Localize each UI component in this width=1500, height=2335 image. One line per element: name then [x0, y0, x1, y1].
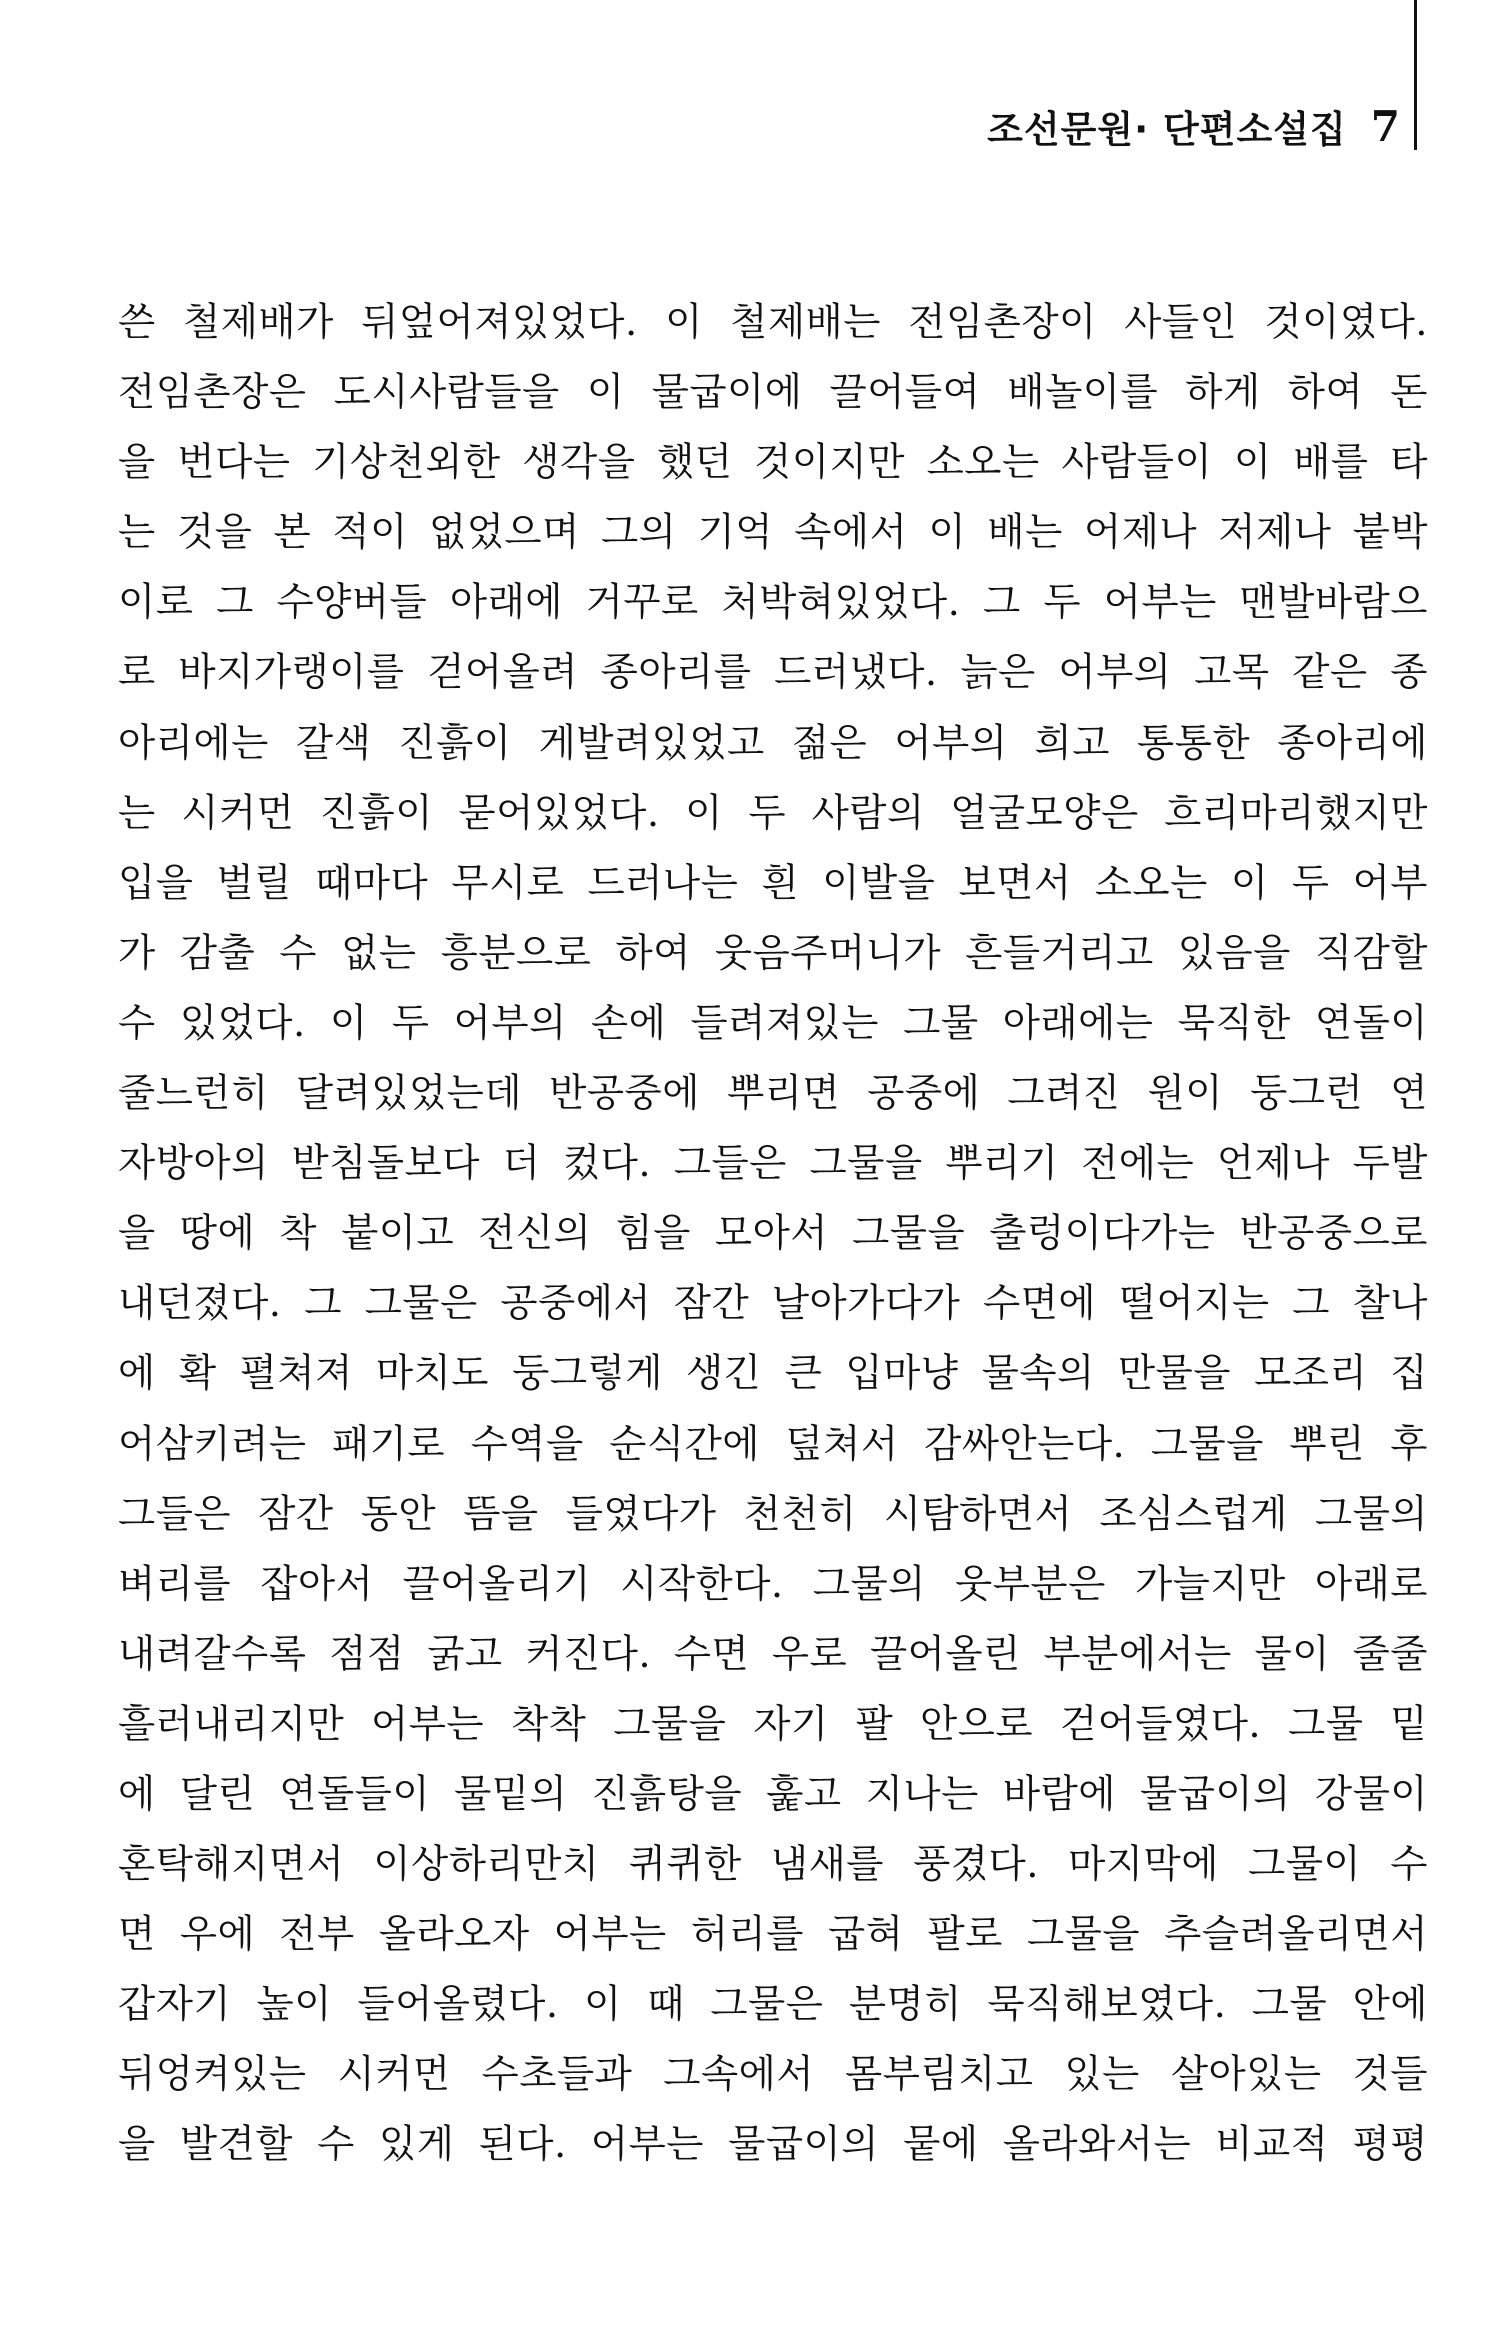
running-header: [987, 100, 1400, 152]
book-title: 조선문원· 단편소설집: [987, 108, 1347, 151]
header-vertical-rule: [1414, 0, 1417, 150]
text-line: 는 시커먼 진흙이 묻어있었다. 이 두 사람의 얼굴모양은 흐리마리했지만: [118, 790, 1428, 836]
text-line: 는 것을 본 적이 없었으며 그의 기억 속에서 이 배는 어제나 저제나 붙박: [118, 510, 1428, 556]
text-line: 을 땅에 착 붙이고 전신의 힘을 모아서 그물을 출렁이다가는 반공중으로: [118, 1211, 1428, 1257]
text-line: 을 발견할 수 있게 된다. 어부는 물굽이의 뭍에 올라와서는 비교적 평평: [118, 2122, 1428, 2168]
text-line: 자방아의 받침돌보다 더 컸다. 그들은 그물을 뿌리기 전에는 언제나 두발: [118, 1141, 1428, 1187]
body-text: [118, 293, 1428, 2186]
text-line: 이로 그 수양버들 아래에 거꾸로 처박혀있었다. 그 두 어부는 맨발바람으: [118, 580, 1428, 626]
text-line: 흘러내리지만 어부는 착착 그물을 자기 팔 안으로 걷어들였다. 그물 밑: [118, 1701, 1428, 1747]
text-line: 줄느런히 달려있었는데 반공중에 뿌리면 공중에 그려진 원이 둥그런 연: [118, 1071, 1428, 1117]
text-line: 내던졌다. 그 그물은 공중에서 잠간 날아가다가 수면에 떨어지는 그 찰나: [118, 1281, 1428, 1327]
text-line: 혼탁해지면서 이상하리만치 퀴퀴한 냄새를 풍겼다. 마지막에 그물이 수: [118, 1842, 1428, 1888]
text-line: 을 번다는 기상천외한 생각을 했던 것이지만 소오는 사람들이 이 배를 타: [118, 440, 1428, 486]
text-line: 내려갈수록 점점 굵고 커진다. 수면 우로 끌어올린 부분에서는 물이 줄줄: [118, 1631, 1428, 1677]
text-line: 아리에는 갈색 진흙이 게발려있었고 젊은 어부의 희고 통통한 종아리에: [118, 720, 1428, 766]
text-line: 뒤엉켜있는 시커먼 수초들과 그속에서 몸부림치고 있는 살아있는 것들: [118, 2052, 1428, 2098]
text-line: 어삼키려는 패기로 수역을 순식간에 덮쳐서 감싸안는다. 그물을 뿌린 후: [118, 1421, 1428, 1467]
text-line: 에 달린 연돌들이 물밑의 진흙탕을 훑고 지나는 바람에 물굽이의 강물이: [118, 1771, 1428, 1817]
text-line: 전임촌장은 도시사람들을 이 물굽이에 끌어들여 배놀이를 하게 하여 돈: [118, 370, 1428, 416]
text-line: 면 우에 전부 올라오자 어부는 허리를 굽혀 팔로 그물을 추슬려올리면서: [118, 1912, 1428, 1958]
text-line: 벼리를 잡아서 끌어올리기 시작한다. 그물의 웃부분은 가늘지만 아래로: [118, 1561, 1428, 1607]
text-line: 가 감출 수 없는 흥분으로 하여 웃음주머니가 흔들거리고 있음을 직감할: [118, 930, 1428, 976]
text-line: 갑자기 높이 들어올렸다. 이 때 그물은 분명히 묵직해보였다. 그물 안에: [118, 1982, 1428, 2028]
text-line: 로 바지가랭이를 걷어올려 종아리를 드러냈다. 늙은 어부의 고목 같은 종: [118, 650, 1428, 696]
text-line: 입을 벌릴 때마다 무시로 드러나는 흰 이발을 보면서 소오는 이 두 어부: [118, 860, 1428, 906]
page-number: 7: [1370, 101, 1400, 151]
text-line: 그들은 잠간 동안 뜸을 들였다가 천천히 시탐하면서 조심스럽게 그물의: [118, 1491, 1428, 1537]
text-line: 수 있었다. 이 두 어부의 손에 들려져있는 그물 아래에는 묵직한 연돌이: [118, 1000, 1428, 1046]
text-line: 에 확 펼쳐져 마치도 둥그렇게 생긴 큰 입마냥 물속의 만물을 모조리 집: [118, 1351, 1428, 1397]
text-line: 쓴 철제배가 뒤엎어져있었다. 이 철제배는 전임촌장이 사들인 것이였다.: [118, 300, 1428, 345]
